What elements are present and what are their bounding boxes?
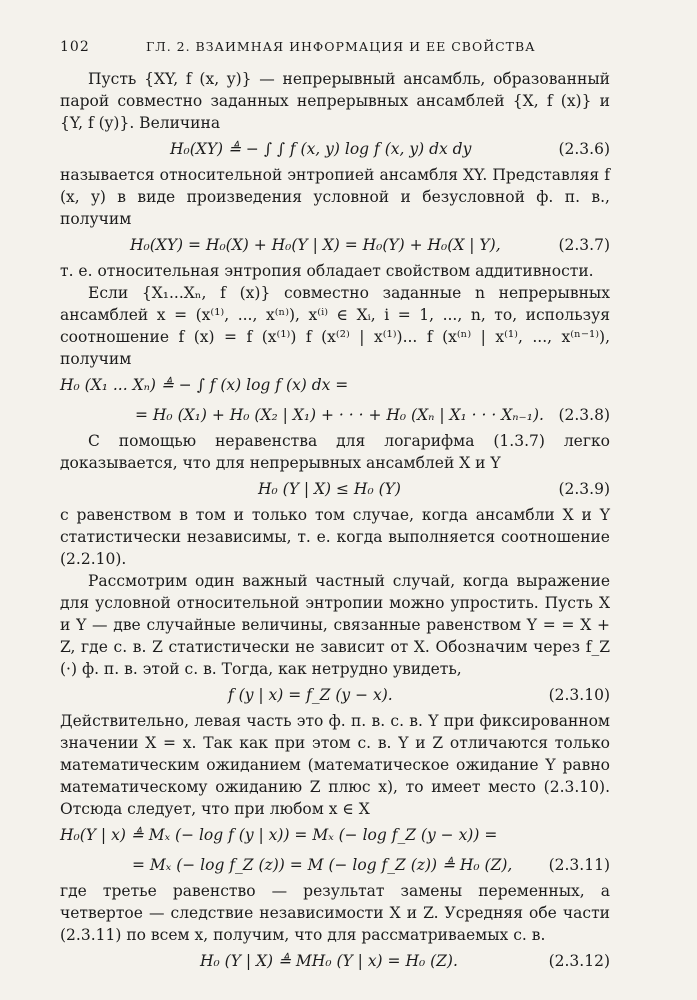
equation-number: (2.3.12) bbox=[548, 952, 610, 970]
equation-2-3-11-line-2 bbox=[60, 850, 610, 880]
equation-formula: H₀(XY) ≜ − ∫ ∫ f (x, y) log f (x, y) dx dy bbox=[170, 140, 472, 158]
equation-number: (2.3.7) bbox=[558, 236, 610, 254]
equation-number: (2.3.8) bbox=[558, 406, 610, 424]
paragraph-7: Рассмотрим один важный частный случай, когда выражение для условной относительной энтропии можно упростить. Пусть X и Y — две случайные величины, связанные равенством Y = = X + Z, где с. в. Z статистически не зависит от X. Обозначим через f_Z (·) ф. п. в. этой с. в. Тогда, как нетрудно увидеть, bbox=[60, 572, 610, 678]
equation-formula: H₀ (Y | X) ≤ H₀ (Y) bbox=[258, 480, 401, 498]
paragraph-2: называется относительной энтропией ансамбля XY. Представляя f (x, y) в виде произведения условной и безусловной ф. п. в., получим bbox=[60, 166, 610, 228]
equation-formula: H₀(XY) = H₀(X) + H₀(Y | X) = H₀(Y) + H₀(X | Y), bbox=[130, 236, 501, 254]
paragraph-3: т. е. относительная энтропия обладает свойством аддитивности. bbox=[60, 262, 594, 280]
equation-2-3-8-line-2 bbox=[60, 400, 610, 430]
equation-2-3-11-line-1 bbox=[60, 820, 610, 850]
equation-number: (2.3.9) bbox=[558, 480, 610, 498]
equation-number: (2.3.11) bbox=[548, 856, 610, 874]
equation-2-3-6 bbox=[60, 134, 610, 164]
paragraph-6: с равенством в том и только том случае, когда ансамбли X и Y статистически независимы, т. е. когда выполняется соотношение (2.2.10). bbox=[60, 506, 610, 568]
equation-formula: = Mₓ (− log f_Z (z)) = M (− log f_Z (z)) ≜ H₀ (Z), bbox=[132, 856, 513, 874]
equation-number: (2.3.6) bbox=[558, 140, 610, 158]
paragraph-5: С помощью неравенства для логарифма (1.3.7) легко доказывается, что для непрерывных ансамблей X и Y bbox=[60, 432, 610, 472]
equation-formula: H₀ (Y | X) ≜ MH₀ (Y | x) = H₀ (Z). bbox=[200, 952, 458, 970]
equation-formula: H₀ (X₁ ... Xₙ) ≜ − ∫ f (x) log f (x) dx = bbox=[60, 376, 349, 394]
running-header bbox=[60, 36, 610, 62]
equation-2-3-12 bbox=[60, 946, 610, 976]
paragraph-1: Пусть {XY, f (x, y)} — непрерывный ансамбль, образованный парой совместно заданных непрерывных ансамблей {X, f (x)} и {Y, f (y)}. Величина bbox=[60, 70, 610, 132]
equation-2-3-10 bbox=[60, 680, 610, 710]
equation-2-3-7 bbox=[60, 230, 610, 260]
paragraph-8: Действительно, левая часть это ф. п. в. с. в. Y при фиксированном значении X = x. Так как при этом с. в. Y и Z отличаются только математическим ожиданием (математическое ожидание Y равно математическому ожиданию Z плюс x), то имеет место (2.3.10). Отсюда следует, что при любом x ∈ X bbox=[60, 712, 610, 818]
equation-2-3-9 bbox=[60, 474, 610, 504]
paragraph-9: где третье равенство — результат замены переменных, а четвертое — следствие независимости X и Z. Усредняя обе части (2.3.11) по всем x, получим, что для рассматриваемых с. в. bbox=[60, 882, 610, 944]
equation-number: (2.3.10) bbox=[548, 686, 610, 704]
page-number: 102 bbox=[60, 39, 90, 55]
page bbox=[60, 36, 610, 976]
paragraph-4: Если {X₁...Xₙ, f (x)} совместно заданные n непрерывных ансамблей x = (x⁽¹⁾, ..., x⁽ⁿ⁾), x⁽ⁱ⁾ ∈ Xᵢ, i = 1, ..., n, то, используя соотношение f (x) = f (x⁽¹⁾) f (x⁽²⁾ | x⁽¹⁾)... f (x⁽ⁿ⁾ | x⁽¹⁾, ..., x⁽ⁿ⁻¹⁾), получим bbox=[60, 284, 610, 368]
equation-2-3-8-line-1 bbox=[60, 370, 610, 400]
running-title: ГЛ. 2. ВЗАИМНАЯ ИНФОРМАЦИЯ И ЕЕ СВОЙСТВА bbox=[146, 39, 536, 54]
equation-formula: H₀(Y | x) ≜ Mₓ (− log f (y | x)) = Mₓ (− log f_Z (y − x)) = bbox=[60, 826, 498, 844]
equation-formula: = H₀ (X₁) + H₀ (X₂ | X₁) + · · · + H₀ (Xₙ | X₁ · · · Xₙ₋₁). bbox=[135, 406, 544, 424]
equation-formula: f (y | x) = f_Z (y − x). bbox=[228, 686, 393, 704]
